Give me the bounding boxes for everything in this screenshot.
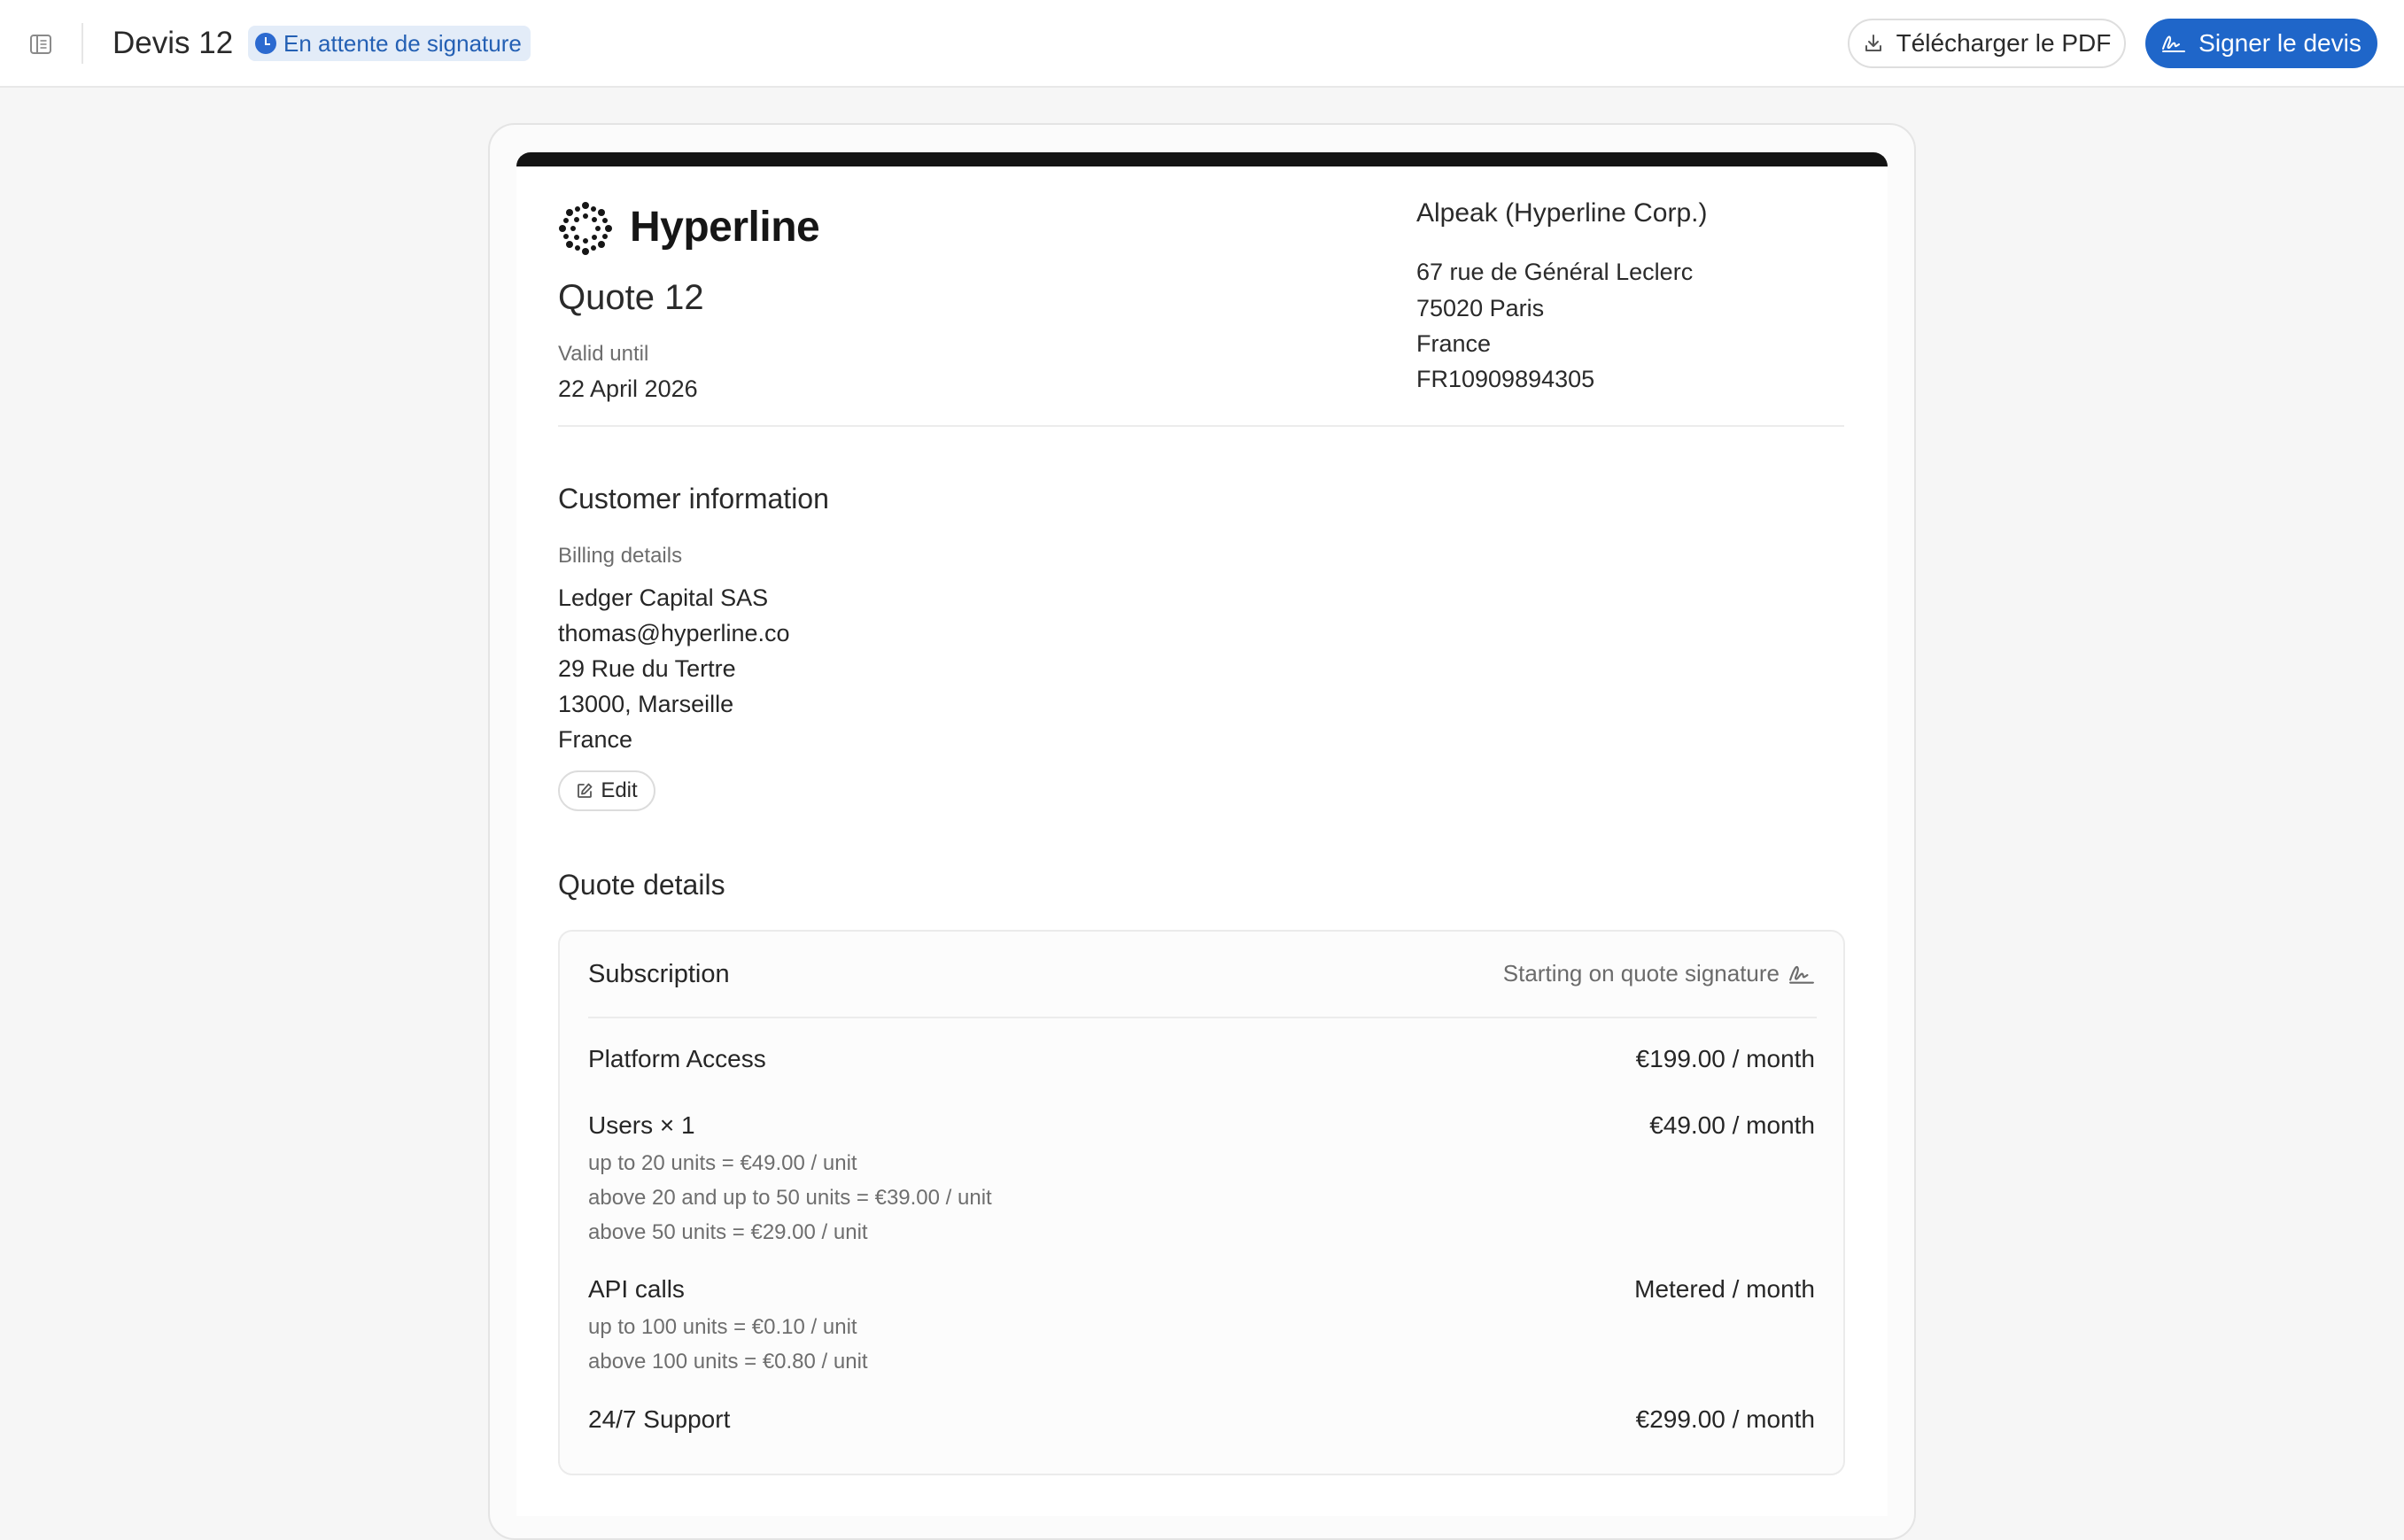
download-pdf-label: Télécharger le PDF <box>1896 29 2112 57</box>
line-item-price: Metered / month <box>1634 1275 1815 1303</box>
valid-until-label: Valid until <box>558 342 649 366</box>
download-icon <box>1863 33 1884 54</box>
subscription-label: Subscription <box>588 960 730 988</box>
pricing-tier: up to 20 units = €49.00 / unit <box>588 1151 857 1175</box>
signature-icon <box>2161 33 2186 54</box>
pricing-tier: above 50 units = €29.00 / unit <box>588 1220 868 1244</box>
billing-city: 13000, Marseille <box>558 691 734 717</box>
sign-quote-label: Signer le devis <box>2198 29 2361 57</box>
pricing-tier: above 20 and up to 50 units = €39.00 / unit <box>588 1186 992 1210</box>
edit-billing-button[interactable] <box>558 770 655 811</box>
pricing-tier: up to 100 units = €0.10 / unit <box>588 1315 857 1339</box>
page-title: Devis 12 <box>112 26 234 60</box>
line-item-name: Platform Access <box>588 1045 766 1072</box>
top-bar <box>0 0 2404 88</box>
subscription-start <box>1503 960 1815 987</box>
line-item-name: 24/7 Support <box>588 1405 731 1433</box>
sidebar-toggle-button[interactable] <box>27 30 55 58</box>
quote-document <box>516 152 1888 1516</box>
billing-details-label: Billing details <box>558 544 683 568</box>
company-address-line: 75020 Paris <box>1416 295 1545 321</box>
billing-company-name: Ledger Capital SAS <box>558 584 769 611</box>
sign-quote-button[interactable] <box>2145 19 2377 68</box>
logo-text: Hyperline <box>630 204 820 251</box>
quote-details-title: Quote details <box>558 869 725 901</box>
topbar-divider <box>81 23 83 64</box>
clock-icon <box>255 33 276 54</box>
valid-until-value: 22 April 2026 <box>558 375 698 402</box>
signature-icon <box>1788 963 1815 986</box>
company-vat-number: FR10909894305 <box>1416 366 1595 392</box>
hyperline-logo <box>557 200 614 257</box>
billing-email: thomas@hyperline.co <box>558 620 790 646</box>
edit-icon <box>576 782 593 800</box>
card-divider <box>588 1017 1817 1018</box>
subscription-start-label: Starting on quote signature <box>1502 960 1780 987</box>
document-top-band <box>516 152 1888 166</box>
status-badge-label: En attente de signature <box>283 29 522 57</box>
line-item-name: API calls <box>588 1275 685 1303</box>
edit-label: Edit <box>601 778 638 802</box>
line-item-price: €199.00 / month <box>1635 1045 1815 1072</box>
company-address-line: 67 rue de Général Leclerc <box>1416 259 1694 285</box>
pricing-tier: above 100 units = €0.80 / unit <box>588 1350 868 1374</box>
quote-title: Quote 12 <box>558 278 704 317</box>
company-name: Alpeak (Hyperline Corp.) <box>1416 198 1708 228</box>
billing-street: 29 Rue du Tertre <box>558 655 736 682</box>
line-item-name: Users × 1 <box>588 1111 695 1139</box>
download-pdf-button[interactable] <box>1848 19 2126 68</box>
sidebar-toggle-icon <box>29 33 52 56</box>
status-badge <box>248 26 531 61</box>
customer-info-title: Customer information <box>558 483 829 515</box>
line-item-price: €299.00 / month <box>1635 1405 1815 1433</box>
header-divider <box>558 425 1844 427</box>
line-item-price: €49.00 / month <box>1649 1111 1815 1139</box>
company-address-line: France <box>1416 330 1492 357</box>
subscription-card <box>558 930 1845 1475</box>
billing-country: France <box>558 726 633 753</box>
